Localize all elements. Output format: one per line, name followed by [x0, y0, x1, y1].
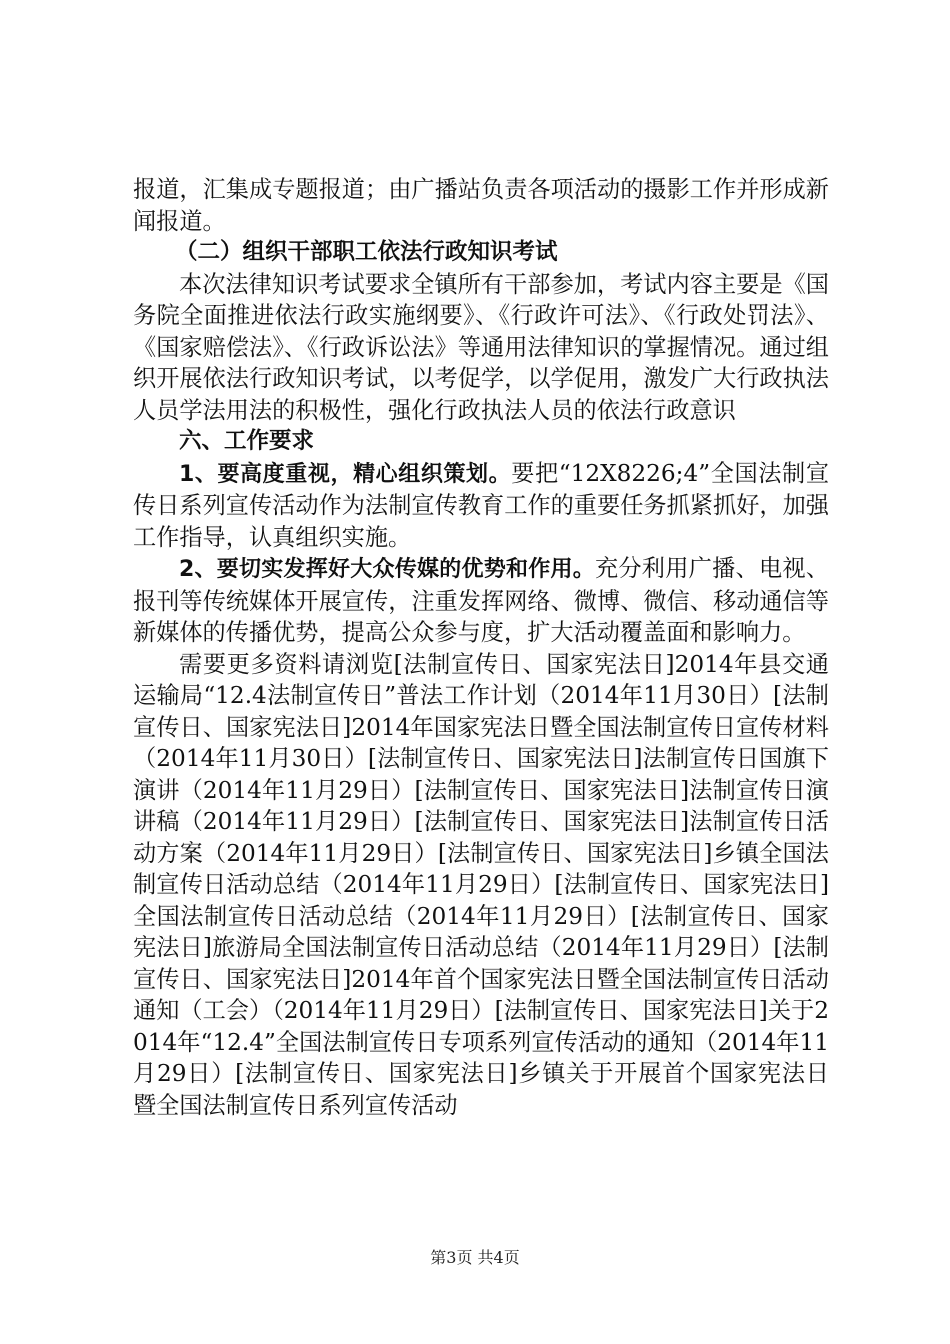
requirement-1-body: 要把“12X8226;4”全国法制宣传日系列宣传活动作为法制宣传教育工作的重要任务抓紧抓好，加强工作指导，认真组织实施。 — [133, 459, 830, 551]
paragraph-requirement-2 — [133, 553, 829, 649]
paragraph-requirement-1 — [133, 458, 829, 554]
paragraph-exam: 本次法律知识考试要求全镇所有干部参加，考试内容主要是《国务院全面推进依法行政实施纲要》、《行政许可法》、《行政处罚法》、《国家赔偿法》、《行政诉讼法》等通用法律知识的掌握情况。通过组织开展依法行政知识考试，以考促学，以学促用，激发广大行政执法人员学法用法的积极性，强化行政执法人员的依法行政意识 — [133, 270, 829, 424]
page-number-footer: 第3页 共4页 — [430, 1248, 520, 1267]
requirement-2-lead: 2、要切实发挥好大众传媒的优势和作用。 — [179, 557, 595, 582]
document-body — [133, 174, 829, 1121]
paragraph-more-materials: 需要更多资料请浏览[法制宣传日、国家宪法日]2014年县交通运输局“12.4法制宣传日”普法工作计划（2014年11月30日）[法制宣传日、国家宪法日]2014年国家宪法日暨全国法制宣传日宣传材料（2014年11月30日）[法制宣传日、国家宪法日]法制宣传日国旗下演讲（2014年11月29日）[法制宣传日、国家宪法日]法制宣传日演讲稿（2014年11月29日）[法制宣传日、国家宪法日]法制宣传日活动方案（2014年11月29日）[法制宣传日、国家宪法日]乡镇全国法制宣传日活动总结（2014年11月29日）[法制宣传日、国家宪法日]全国法制宣传日活动总结（2014年11月29日）[法制宣传日、国家宪法日]旅游局全国法制宣传日活动总结（2014年11月29日）[法制宣传日、国家宪法日]2014年首个国家宪法日暨全国法制宣传日活动通知（工会）（2014年11月29日）[法制宣传日、国家宪法日]关于2014年“12.4”全国法制宣传日专项系列宣传活动的通知（2014年11月29日）[法制宣传日、国家宪法日]乡镇关于开展首个国家宪法日暨全国法制宣传日系列宣传活动 — [133, 650, 829, 1119]
requirement-2-body: 充分利用广播、电视、报刊等传统媒体开展宣传，注重发挥网络、微博、微信、移动通信等新媒体的传播优势，提高公众参与度，扩大活动覆盖面和影响力。 — [133, 555, 830, 646]
paragraph-report-continuation: 报道，汇集成专题报道；由广播站负责各项活动的摄影工作并形成新闻报道。 — [133, 176, 829, 235]
heading-requirements: 六、工作要求 — [179, 428, 315, 454]
heading-exam: （二）组织干部职工依法行政知识考试 — [175, 239, 558, 265]
requirement-1-lead: 1、要高度重视，精心组织策划。 — [179, 461, 512, 487]
